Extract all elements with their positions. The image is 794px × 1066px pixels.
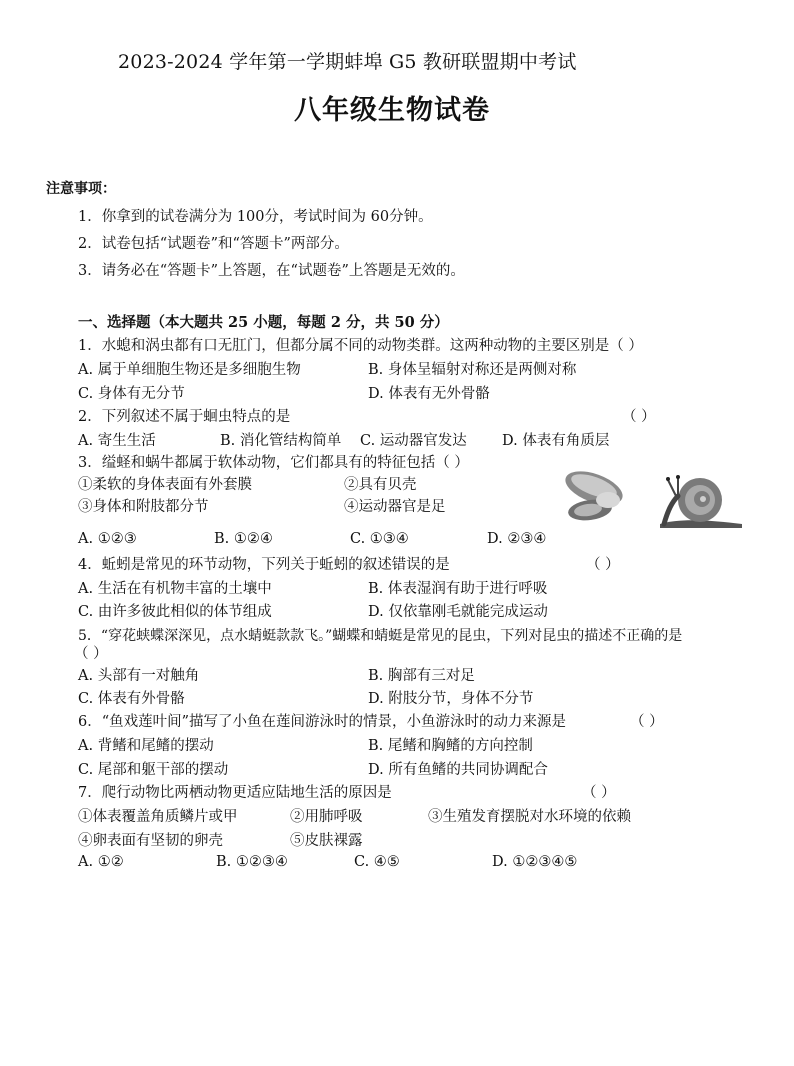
answer-paren: （ ） [74, 646, 108, 662]
option-d: D. 体表有无外骨骼 [368, 386, 490, 402]
question-stem: 3．缢蛏和蜗牛都属于软体动物，它们都具有的特征包括（ ） [78, 455, 469, 471]
option-c: C. ①③④ [350, 531, 409, 547]
exam-header: 2023-2024 学年第一学期蚌埠 G5 教研联盟期中考试 [118, 51, 577, 73]
notice-title: 注意事项： [46, 181, 116, 197]
option-a: A. ①② [78, 854, 124, 870]
option-b: B. 消化管结构简单 [220, 433, 342, 449]
option-c: C. 身体有无分节 [78, 386, 185, 402]
option-c: C. 体表有外骨骼 [78, 691, 185, 707]
option-b: B. 体表湿润有助于进行呼吸 [368, 581, 548, 597]
question-stem: 7．爬行动物比两栖动物更适应陆地生活的原因是 [78, 785, 392, 801]
option-b: B. 尾鳍和胸鳍的方向控制 [368, 738, 533, 754]
snail-image [660, 475, 742, 528]
statement-item: ①柔软的身体表面有外套膜 [78, 477, 252, 493]
option-d: D. 所有鱼鳍的共同协调配合 [368, 762, 548, 778]
option-c: C. 运动器官发达 [360, 433, 467, 449]
notice-item: 2．试卷包括“试题卷”和“答题卡”两部分。 [78, 236, 349, 252]
statement-item: ④卵表面有坚韧的卵壳 [78, 833, 223, 849]
option-b: B. ①②④ [214, 531, 273, 547]
option-c: C. 由许多彼此相似的体节组成 [78, 604, 272, 620]
answer-paren: （ ） [586, 557, 620, 573]
question-stem: 4．蚯蚓是常见的环节动物，下列关于蚯蚓的叙述错误的是 [78, 557, 450, 573]
option-d: D. 仅依靠刚毛就能完成运动 [368, 604, 548, 620]
exam-title: 八年级生物试卷 [294, 95, 490, 126]
option-a: A. 属于单细胞生物还是多细胞生物 [78, 362, 301, 378]
option-d: D. ②③④ [487, 531, 547, 547]
question-stem: 2．下列叙述不属于蛔虫特点的是 [78, 409, 291, 425]
statement-item: ③生殖发育摆脱对水环境的依赖 [428, 809, 631, 825]
option-c: C. ④⑤ [354, 854, 400, 870]
option-a: A. 生活在有机物丰富的土壤中 [78, 581, 272, 597]
option-a: A. 头部有一对触角 [78, 668, 200, 684]
option-a: A. 寄生生活 [78, 433, 156, 449]
option-b: B. 身体呈辐射对称还是两侧对称 [368, 362, 577, 378]
option-b: B. ①②③④ [216, 854, 288, 870]
section-title: 一、选择题（本大题共 25 小题，每题 2 分，共 50 分） [78, 314, 449, 331]
statement-item: ④运动器官是足 [344, 499, 446, 515]
question-stem: 6．“鱼戏莲叶间”描写了小鱼在莲间游泳时的情景，小鱼游泳时的动力来源是 [78, 714, 567, 730]
option-d: D. 体表有角质层 [502, 433, 610, 449]
statement-item: ②具有贝壳 [344, 477, 417, 493]
question-stem: 5．“穿花蛱蝶深深见，点水蜻蜓款款飞。”蝴蝶和蜻蜓是常见的昆虫，下列对昆虫的描述不正确的是 [78, 628, 683, 644]
answer-paren: （ ） [630, 714, 664, 730]
option-a: A. ①②③ [78, 531, 137, 547]
answer-paren: （ ） [622, 409, 656, 425]
option-c: C. 尾部和躯干部的摆动 [78, 762, 229, 778]
answer-paren: （ ） [582, 785, 616, 801]
question-stem: 1．水螅和涡虫都有口无肛门，但都分属不同的动物类群。这两种动物的主要区别是（ ） [78, 338, 643, 354]
notice-item: 3．请务必在“答题卡”上答题，在“试题卷”上答题是无效的。 [78, 263, 465, 279]
option-d: D. 附肢分节，身体不分节 [368, 691, 534, 707]
option-b: B. 胸部有三对足 [368, 668, 475, 684]
razor-clam-image [561, 466, 627, 523]
statement-item: ②用肺呼吸 [290, 809, 363, 825]
mollusc-images [560, 466, 746, 530]
option-d: D. ①②③④⑤ [492, 854, 578, 870]
option-a: A. 背鳍和尾鳍的摆动 [78, 738, 214, 754]
statement-item: ①体表覆盖角质鳞片或甲 [78, 809, 238, 825]
statement-item: ⑤皮肤裸露 [290, 833, 363, 849]
notice-item: 1．你拿到的试卷满分为 100分，考试时间为 60分钟。 [78, 209, 433, 225]
statement-item: ③身体和附肢都分节 [78, 499, 209, 515]
mollusc-illustration [560, 466, 746, 530]
